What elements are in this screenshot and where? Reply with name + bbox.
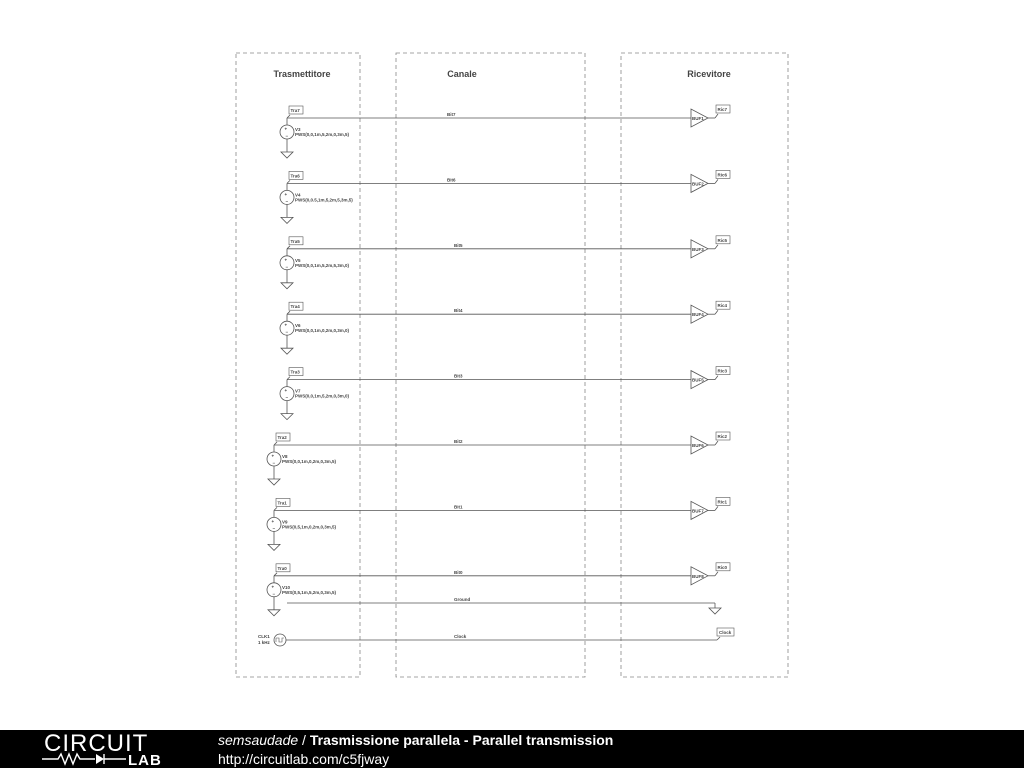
bit-label: Bit4 xyxy=(454,308,463,314)
buffer-label: BUF8 xyxy=(692,573,704,579)
channel-section-box xyxy=(396,53,585,677)
rx-tag-label: Ric6 xyxy=(717,172,728,178)
source-minus-icon: − xyxy=(272,460,276,466)
ground-label: Ground xyxy=(454,597,471,602)
footer-bar xyxy=(0,730,1024,768)
ground-icon xyxy=(281,217,293,223)
source-plus-icon: + xyxy=(284,191,288,197)
tx-tag-stub xyxy=(274,573,277,576)
source-minus-icon: − xyxy=(285,329,289,335)
circuit-title-line xyxy=(218,731,613,750)
circuit-meta xyxy=(218,731,613,769)
rx-tag-stub xyxy=(715,310,718,314)
bit-label: Bit2 xyxy=(454,439,463,444)
logo-waveform-icon xyxy=(40,752,130,766)
tx-tag-label: Tra4 xyxy=(290,304,300,310)
source-minus-icon: − xyxy=(285,133,289,139)
source-pwl: PWS(0,5,1m,0,2m,0,3m,5) xyxy=(282,524,337,530)
tx-tag-stub xyxy=(287,246,290,249)
ground-icon xyxy=(268,544,280,550)
circuitlab-logo[interactable] xyxy=(40,732,180,768)
source-minus-icon: − xyxy=(285,395,289,401)
source-minus-icon: − xyxy=(272,591,276,597)
clock-rx-tag: Clock xyxy=(719,630,732,635)
source-plus-icon: + xyxy=(284,322,288,328)
rx-tag-label: Ric3 xyxy=(717,368,728,374)
bit-label: Bit0 xyxy=(454,569,463,575)
tx-tag-stub xyxy=(274,507,277,510)
ground-icon xyxy=(281,348,293,354)
tx-tag-label: Tra3 xyxy=(290,369,300,375)
source-name: V8 xyxy=(282,454,288,459)
rx-tag-stub xyxy=(715,179,718,183)
clock-name: CLK1 xyxy=(258,634,270,639)
tx-tag-label: Tra6 xyxy=(290,173,300,179)
source-name: V6 xyxy=(295,323,301,329)
tx-tag-label: Tra5 xyxy=(290,238,300,244)
tx-tag-stub xyxy=(274,442,277,445)
circuit-title: Trasmissione parallela - Parallel transmission xyxy=(309,732,614,748)
rx-tag-stub xyxy=(715,114,718,118)
source-name: V4 xyxy=(295,192,301,198)
source-plus-icon: + xyxy=(271,518,275,524)
clock-group xyxy=(258,628,734,646)
buffer-label: BUF4 xyxy=(692,312,704,318)
logo-lab-text: LAB xyxy=(128,752,162,769)
source-pwl: PWS(0,0,1m,5,2m,5,3m,0) xyxy=(295,262,350,268)
receiver-section-box xyxy=(621,53,788,677)
title-separator: / xyxy=(298,732,310,748)
source-name: V3 xyxy=(295,127,301,132)
tx-tag-label: Tra7 xyxy=(290,108,300,113)
rx-tag-stub xyxy=(715,572,718,576)
bit-label: Bit3 xyxy=(454,373,463,379)
clock-wire-rise xyxy=(717,637,720,640)
ground-icon xyxy=(281,152,293,158)
rx-tag-stub xyxy=(715,376,718,380)
tx-tag-stub xyxy=(287,115,290,118)
source-pwl: PWS(0,0,1m,5,2m,0,3m,0) xyxy=(295,393,350,399)
buffer-label: BUF1 xyxy=(692,116,704,121)
buffer-label: BUF5 xyxy=(692,377,704,383)
rx-tag-label: Ric4 xyxy=(717,303,728,309)
source-plus-icon: + xyxy=(271,584,275,590)
rx-tag-stub xyxy=(715,441,718,445)
buffer-label: BUF2 xyxy=(692,181,704,187)
source-plus-icon: + xyxy=(271,453,275,459)
source-plus-icon: + xyxy=(284,257,288,263)
source-name: V5 xyxy=(295,257,301,263)
tx-tag-stub xyxy=(287,377,290,380)
source-pwl: PWS(0,0,1m,5,2m,0,3m,5) xyxy=(295,132,350,137)
source-minus-icon: − xyxy=(285,264,289,270)
author-link[interactable]: semsaudade xyxy=(218,732,299,748)
source-minus-icon: − xyxy=(285,198,289,204)
ground-icon xyxy=(281,414,293,420)
clock-frequency: 1 kHz xyxy=(258,640,270,645)
ground-icon xyxy=(268,479,280,485)
rx-tag-label: Ric2 xyxy=(717,434,728,439)
transmitter-section-box xyxy=(236,53,360,677)
circuit-url[interactable]: http://circuitlab.com/c5fjway xyxy=(218,751,390,767)
channel-rows xyxy=(267,105,730,616)
ground-icon xyxy=(281,283,293,289)
rx-tag-label: Ric7 xyxy=(717,107,728,112)
buffer-label: BUF6 xyxy=(692,443,704,448)
ground-line-group xyxy=(287,597,721,614)
source-name: V7 xyxy=(295,388,301,394)
bit-label: Bit6 xyxy=(447,177,456,183)
transmitter-title: Trasmettitore xyxy=(273,69,331,79)
bit-label: Bit5 xyxy=(454,242,463,248)
source-pwl: PWS(0,5,1m,5,2m,0,3m,5) xyxy=(282,589,337,595)
ground-icon xyxy=(268,610,280,616)
rx-tag-label: Ric0 xyxy=(717,564,728,570)
tx-tag-label: Tra2 xyxy=(277,435,287,440)
ground-symbol xyxy=(709,608,721,614)
bit-label: Bit7 xyxy=(447,112,456,117)
source-pwl: PWS(0,0,1m,0,2m,0,3m,0) xyxy=(295,328,350,334)
clock-wire-label: Clock xyxy=(454,634,467,639)
rx-tag-stub xyxy=(715,506,718,510)
buffer-label: BUF7 xyxy=(692,508,704,514)
tx-tag-label: Tra0 xyxy=(277,565,287,571)
bit-label: Bit1 xyxy=(454,504,463,510)
source-minus-icon: − xyxy=(272,525,276,531)
buffer-label: BUF3 xyxy=(692,246,704,252)
receiver-title: Ricevitore xyxy=(687,69,731,79)
source-plus-icon: + xyxy=(284,388,288,394)
tx-tag-stub xyxy=(287,180,290,183)
source-pwl: PWS(0,0.5,1m,5,2m,5,3m,5) xyxy=(295,197,353,203)
tx-tag-label: Tra1 xyxy=(277,500,287,506)
channel-title: Canale xyxy=(447,69,477,79)
rx-tag-stub xyxy=(715,245,718,249)
rx-tag-label: Ric1 xyxy=(717,499,728,505)
logo-circuit-text: CIRCUIT xyxy=(44,730,149,757)
tx-tag-stub xyxy=(287,311,290,314)
source-name: V10 xyxy=(282,584,291,590)
source-plus-icon: + xyxy=(284,126,288,132)
source-name: V9 xyxy=(282,519,288,525)
rx-tag-label: Ric5 xyxy=(717,237,728,243)
source-pwl: PWS(0,0,1m,0,2m,0,3m,5) xyxy=(282,459,337,464)
